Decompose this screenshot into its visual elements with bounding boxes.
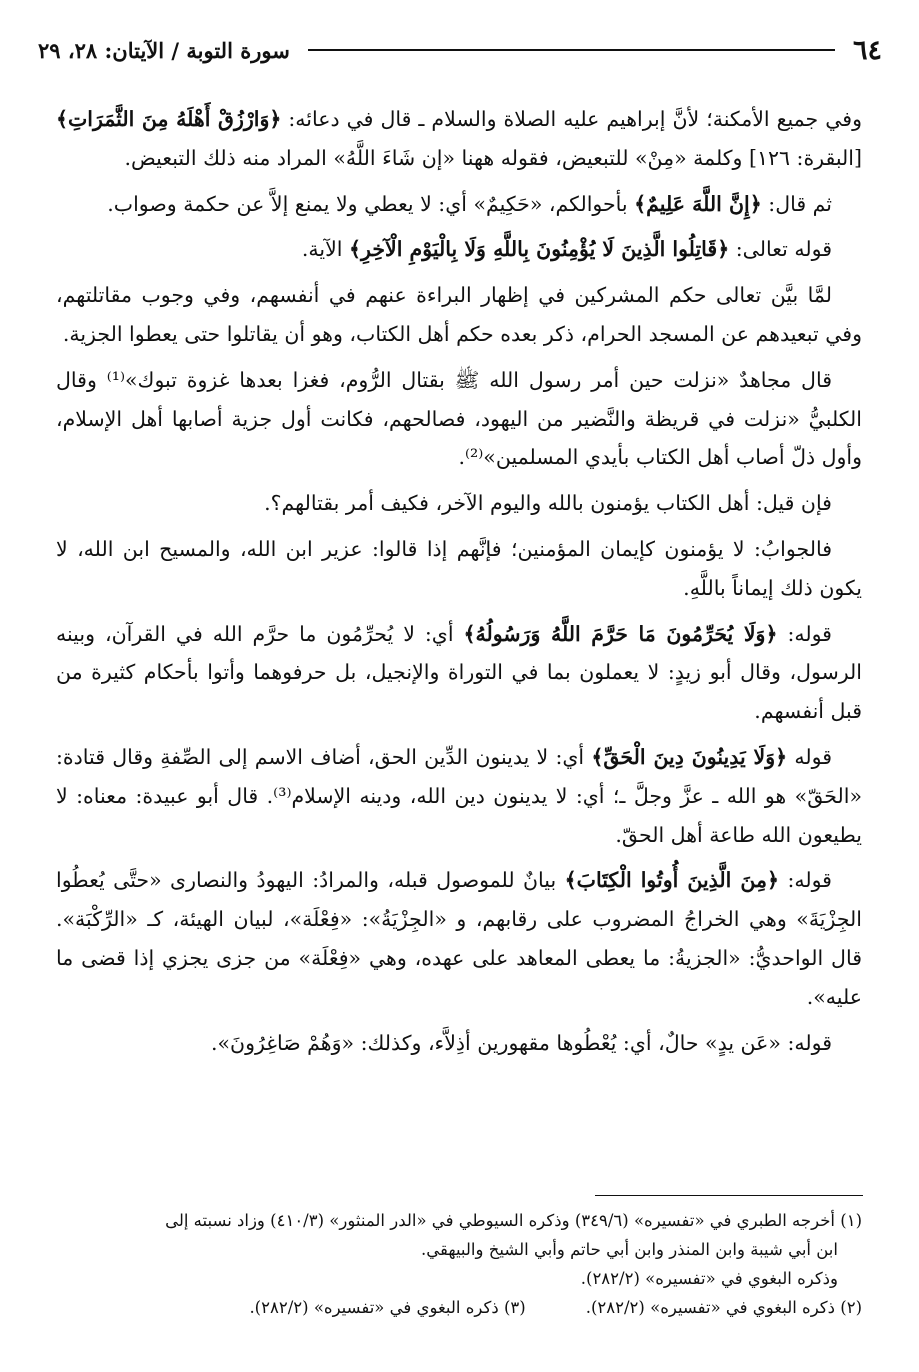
text-run: [البقرة: ١٢٦] وكلمة «مِنْ» للتبعيض، فقوله ههنا «إن شَاءَ اللَّهُ» المراد منه ذلك التبعيض. — [124, 145, 862, 170]
main-text — [56, 100, 862, 1069]
paragraph — [56, 185, 862, 224]
text-run: . قال أبو عبيدة: معناه: لا يطيعون الله طاعة أهل الحقّ. — [56, 783, 862, 847]
footnote-ref: ⁽²⁾ — [464, 445, 484, 470]
footnote-2: (٢) ذكره البغوي في «تفسيره» (٢٨٢/٢). — [585, 1298, 862, 1317]
text-run: قوله: «عَن يدٍ» حالٌ، أي: يُعْطُوها مقهورين أذِلاَّء، وكذلك: «وَهُمْ صَاغِرُونَ». — [210, 1030, 832, 1055]
paragraph — [56, 530, 862, 608]
header-rule — [308, 49, 835, 51]
paragraph — [56, 615, 862, 731]
paragraph — [56, 276, 862, 354]
footnote-3: (٣) ذكره البغوي في «تفسيره» (٢٨٢/٢). — [249, 1298, 526, 1317]
quran-verse: ﴿وَارْزُقْ أَهْلَهُ مِنَ الثَّمَرَاتِ﴾ — [56, 107, 282, 131]
text-run: وفي جميع الأمكنة؛ لأنَّ إبراهيم عليه الصلاة والسلام ـ قال في دعائه: — [281, 107, 862, 131]
paragraph — [56, 1024, 862, 1063]
paragraph — [56, 738, 862, 854]
text-run: بأحوالكم، «حَكِيمٌ» أي: لا يعطي ولا يمنع إلاَّ عن حكمة وصواب. — [107, 191, 635, 216]
text-run: بيانٌ للموصول قبله، والمرادُ: اليهودُ والنصارى «حتَّى يُعطُوا الجِزْيَةَ» وهي الخراجُ المضروب على رقابهم، و «الجِزْيَةُ»: «فِعْلَة»، لبيان الهيئة، كـ «الرِّكْبَة». قال الواحديُّ: «الجزيةُ: ما يعطى المعاهد على عهده، وهي «فِعْلَة» من جزى يجزي إذا قضى ما عليه». — [56, 868, 862, 1009]
quran-verse: ﴿وَلَا يُحَرِّمُونَ مَا حَرَّمَ اللَّهُ وَرَسُولُهُ﴾ — [463, 621, 778, 646]
page-header — [38, 30, 882, 70]
paragraph — [56, 100, 862, 178]
footnote-separator — [595, 1195, 863, 1196]
page-number: ٦٤ — [852, 34, 882, 66]
text-run: قوله — [787, 744, 832, 769]
text-run: فالجوابُ: لا يؤمنون كإيمان المؤمنين؛ فإنَّهم إذا قالوا: عزير ابن الله، والمسيح ابن الله، لا يكون ذلك إيماناً باللَّهِ. — [56, 536, 862, 600]
paragraph — [56, 484, 862, 523]
footnotes — [56, 1206, 862, 1322]
quran-verse: ﴿إِنَّ اللَّهَ عَلِيمٌ﴾ — [634, 191, 762, 216]
footnote-1-line-3: وذكره البغوي في «تفسيره» (٢٨٢/٢). — [580, 1269, 838, 1288]
text-run: لمَّا بيَّن تعالى حكم المشركين في إظهار البراءة عنهم في أنفسهم، وفي وجوب مقاتلتهم، وفي تبعيدهم عن المسجد الحرام، ذكر بعده حكم أهل الكتاب، وهو أن يقاتلوا حتى يعطوا الجزية. — [56, 283, 862, 346]
paragraph — [56, 361, 862, 477]
text-run: الآية. — [301, 237, 350, 262]
text-run: فإن قيل: أهل الكتاب يؤمنون بالله واليوم الآخر، فكيف أمر بقتالهم؟. — [264, 491, 832, 516]
footnote-ref: ⁽³⁾ — [273, 783, 292, 808]
footnote-row — [56, 1293, 862, 1322]
text-run: قال مجاهدٌ «نزلت حين أمر رسول الله ﷺ بقتال الرُّوم، فغزا بعدها غزوة تبوك» — [125, 367, 833, 392]
text-run: قوله تعالى: — [729, 237, 832, 262]
text-run: قوله: — [779, 868, 832, 893]
footnote-ref: ⁽¹⁾ — [106, 367, 126, 392]
quran-verse: ﴿مِنَ الَّذِينَ أُوتُوا الْكِتَابَ﴾ — [564, 868, 780, 893]
text-run: وقال الكلبيُّ «نزلت في قريظة والنَّضير من اليهود، فصالحهم، فكانت أول جزية أصابها أهل الإسلام، وأول ذلّ أصاب أهل الكتاب بأيدي المسلمين» — [56, 367, 862, 470]
paragraph — [56, 230, 862, 269]
paragraph — [56, 861, 862, 1016]
quran-verse: ﴿قَاتِلُوا الَّذِينَ لَا يُؤْمِنُونَ بِاللَّهِ وَلَا بِالْيَوْمِ الْآخِرِ﴾ — [349, 237, 730, 262]
quran-verse: ﴿وَلَا يَدِينُونَ دِينَ الْحَقِّ﴾ — [591, 744, 788, 769]
text-run: أي: لا يُحرِّمُون ما حرَّم الله في القرآن، وبينه الرسول، وقال أبو زيدٍ: لا يعملون بما في التوراة والإنجيل، بل حرفوهما وأتوا بأحكام كثيرة من قبل أنفسهم. — [56, 621, 862, 724]
footnote-1-line-1: (١) أخرجه الطبري في «تفسيره» (٣٤٩/٦) وذكره السيوطي في «الدر المنثور» (٤١٠/٣) وزاد نسبته إلى — [165, 1211, 862, 1230]
footnote-1-line-2: ابن أبي شيبة وابن المنذر وابن أبي حاتم وأبي الشيخ والبيهقي. — [421, 1240, 838, 1259]
surah-title: سورة التوبة / الآيتان: ٢٨، ٢٩ — [38, 37, 290, 63]
text-run: . — [458, 445, 465, 470]
text-run: أي: لا يدينون الدِّين الحق، أضاف الاسم إلى الصِّفةِ وقال قتادة: «الحَقّ» هو الله ـ عزَّ وجلَّ ـ؛ أي: لا يدينون دين الله، ودينه الإسلام — [56, 744, 863, 808]
text-run: ثم قال: — [761, 191, 832, 216]
text-run: قوله: — [777, 621, 832, 646]
